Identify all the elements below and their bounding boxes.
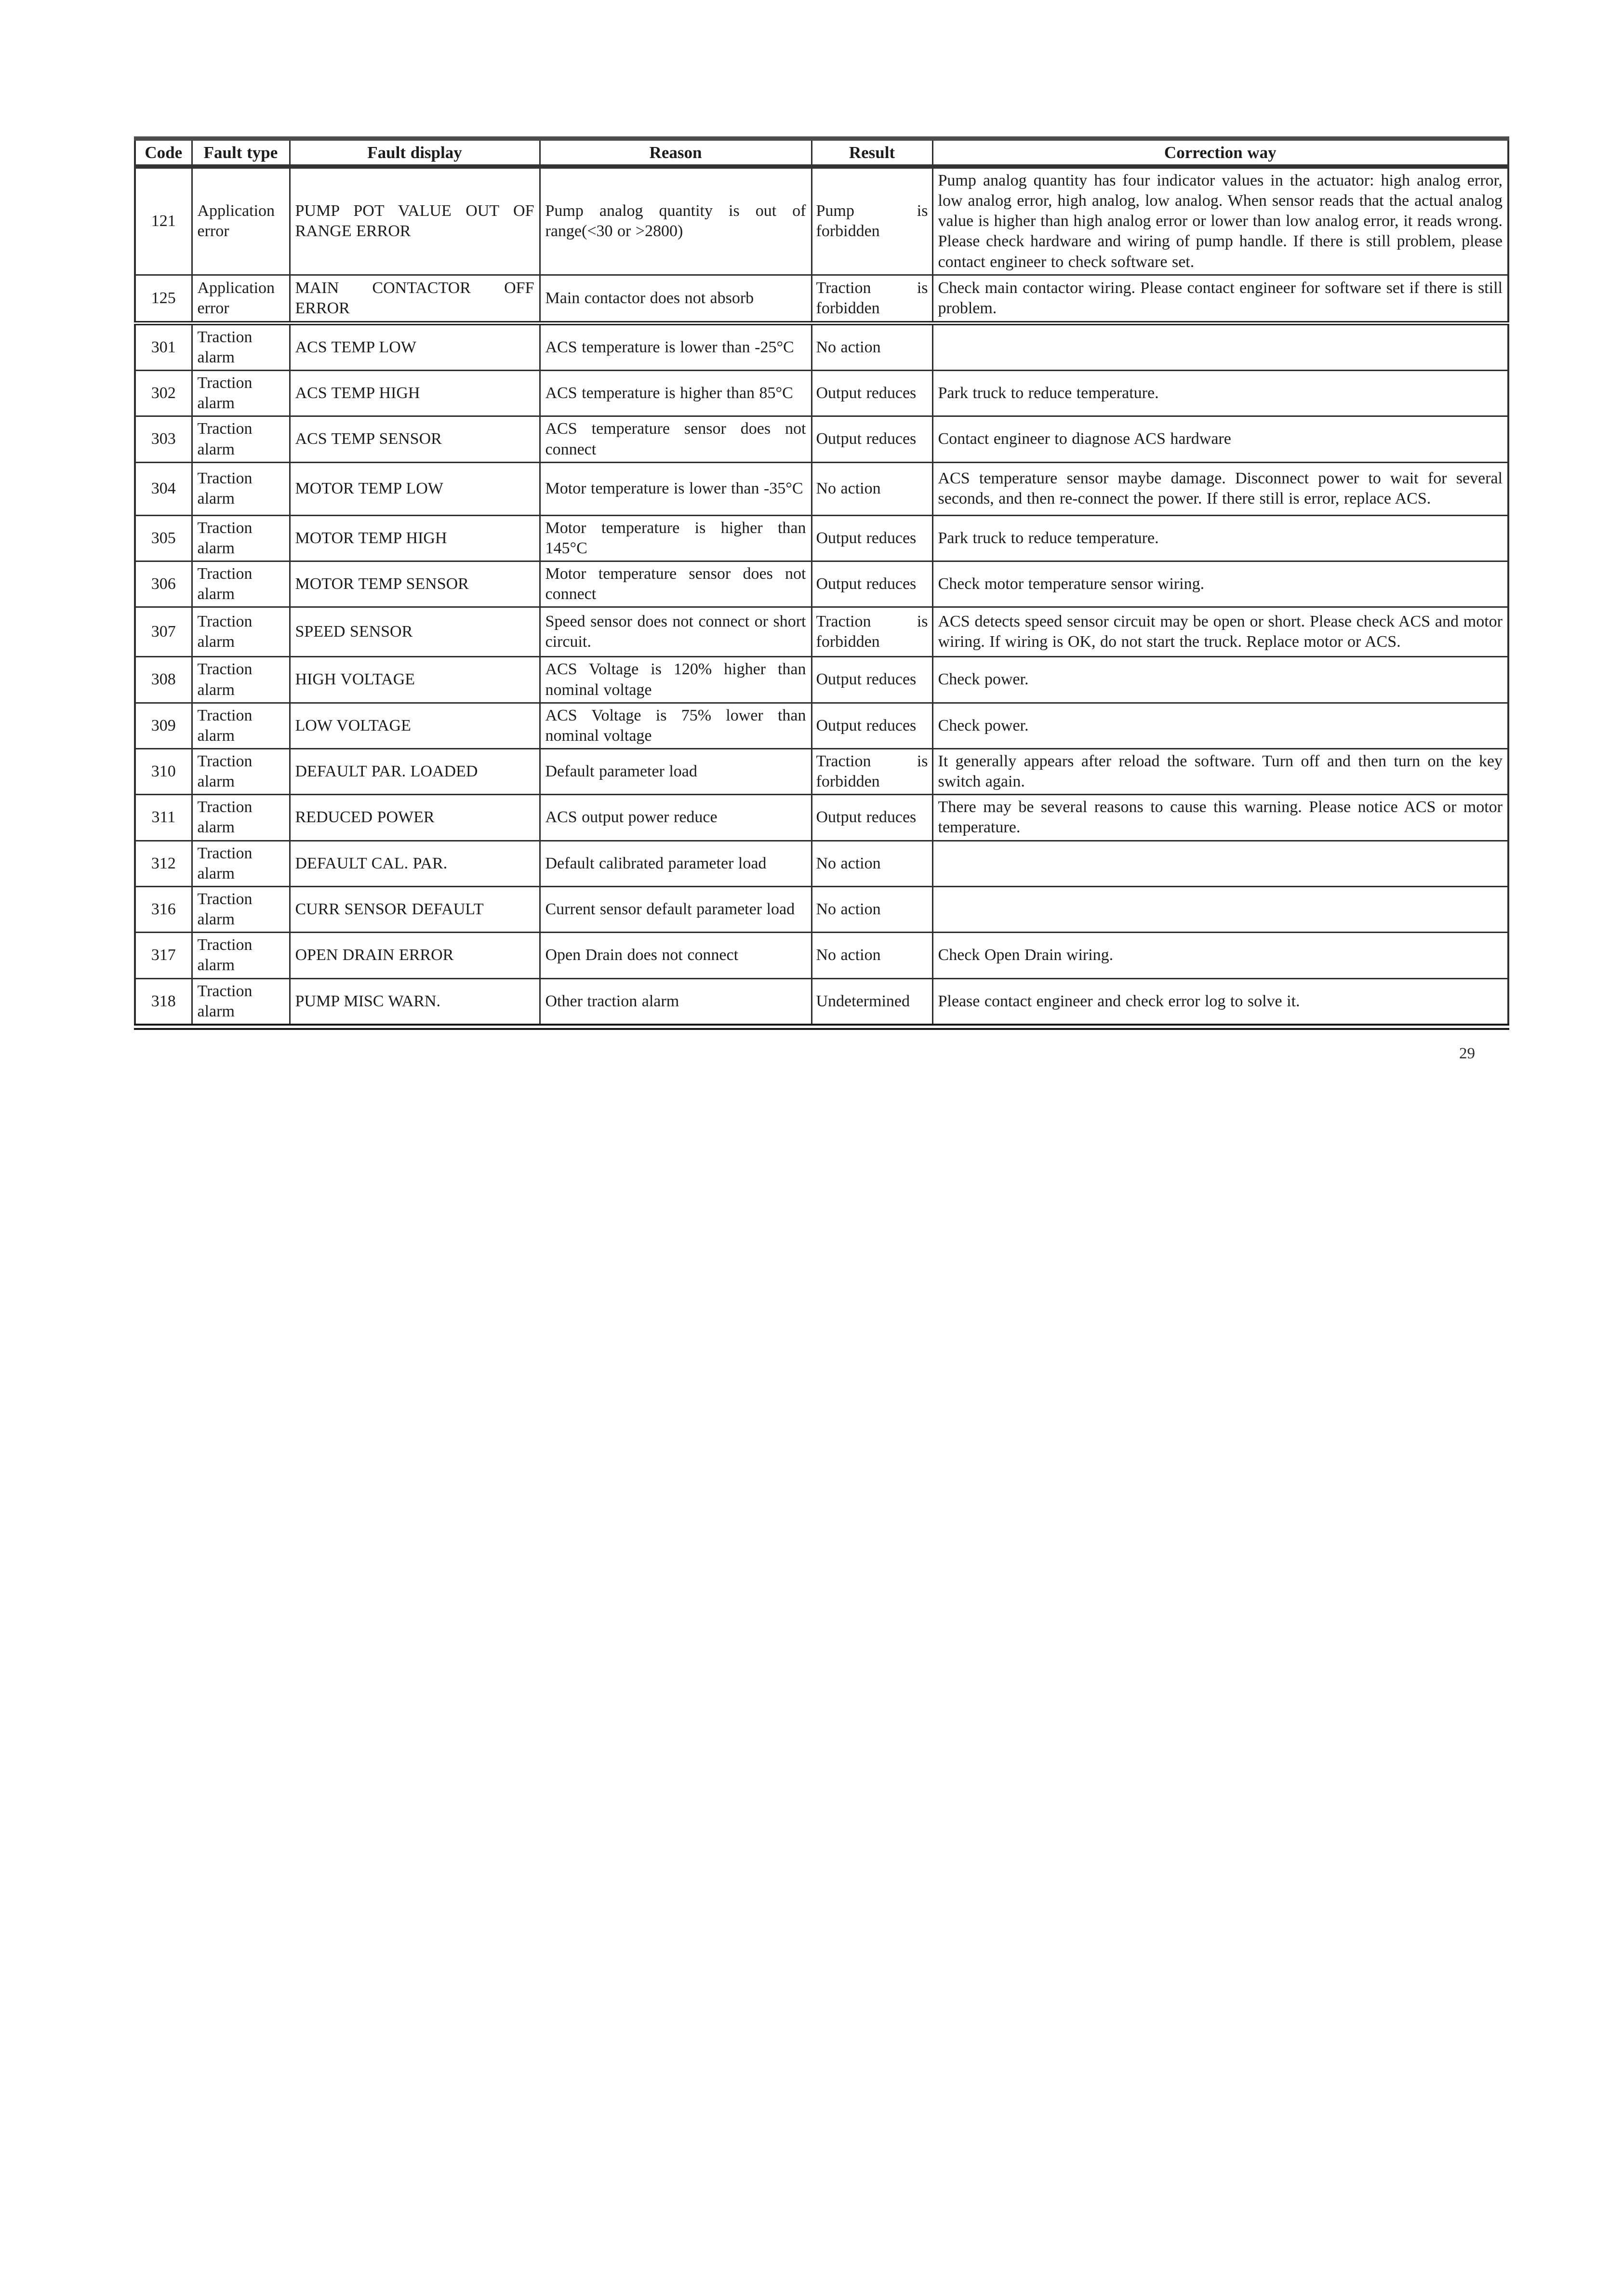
cell-correction-way: Pump analog quantity has four indicator values in the actuator: high analog error, low analog error, high analog, low analog. When sensor reads that the actual analog value is higher than high analog error or lower than low analog error, it reads wrong. Please check hardware and wiring of pump handle. If there is still problem, please contact engineer to check software set. xyxy=(932,167,1508,275)
cell-correction-way: Please contact engineer and check error log to solve it. xyxy=(932,978,1508,1027)
cell-result: Output reduces xyxy=(812,795,932,841)
cell-reason: ACS output power reduce xyxy=(540,795,812,841)
cell-result: Traction is forbidden xyxy=(812,607,932,657)
cell-reason: ACS Voltage is 120% higher than nominal voltage xyxy=(540,657,812,703)
cell-reason: Motor temperature is higher than 145°C xyxy=(540,515,812,561)
cell-fault-display: MOTOR TEMP SENSOR xyxy=(290,561,540,607)
cell-result: No action xyxy=(812,462,932,515)
cell-result: Output reduces xyxy=(812,371,932,416)
cell-fault-type: Traction alarm xyxy=(192,416,290,462)
cell-code: 307 xyxy=(135,607,192,657)
cell-result: Output reduces xyxy=(812,515,932,561)
table-row xyxy=(135,561,1508,607)
cell-result: Undetermined xyxy=(812,978,932,1027)
cell-result: Output reduces xyxy=(812,657,932,703)
cell-result: Output reduces xyxy=(812,416,932,462)
cell-result: Output reduces xyxy=(812,703,932,748)
cell-fault-display: SPEED SENSOR xyxy=(290,607,540,657)
cell-fault-type: Traction alarm xyxy=(192,841,290,886)
cell-fault-display: MOTOR TEMP LOW xyxy=(290,462,540,515)
cell-code: 303 xyxy=(135,416,192,462)
cell-code: 316 xyxy=(135,886,192,932)
cell-fault-type: Traction alarm xyxy=(192,462,290,515)
cell-result: No action xyxy=(812,933,932,978)
table-row xyxy=(135,841,1508,886)
table-row xyxy=(135,323,1508,370)
cell-fault-display: ACS TEMP LOW xyxy=(290,323,540,370)
cell-fault-display: ACS TEMP HIGH xyxy=(290,371,540,416)
cell-code: 310 xyxy=(135,748,192,794)
cell-code: 308 xyxy=(135,657,192,703)
cell-reason: Default calibrated parameter load xyxy=(540,841,812,886)
cell-correction-way xyxy=(932,841,1508,886)
cell-fault-type: Traction alarm xyxy=(192,795,290,841)
cell-fault-type: Traction alarm xyxy=(192,978,290,1027)
header-reason: Reason xyxy=(540,139,812,167)
cell-correction-way: Check power. xyxy=(932,657,1508,703)
cell-code: 309 xyxy=(135,703,192,748)
table-row xyxy=(135,886,1508,932)
cell-code: 318 xyxy=(135,978,192,1027)
cell-fault-type: Application error xyxy=(192,275,290,323)
cell-reason: ACS temperature is lower than -25°C xyxy=(540,323,812,370)
cell-fault-type: Traction alarm xyxy=(192,371,290,416)
cell-result: No action xyxy=(812,323,932,370)
table-row xyxy=(135,703,1508,748)
cell-fault-display: REDUCED POWER xyxy=(290,795,540,841)
table-row xyxy=(135,933,1508,978)
cell-code: 302 xyxy=(135,371,192,416)
cell-reason: Motor temperature sensor does not connect xyxy=(540,561,812,607)
cell-correction-way: Check Open Drain wiring. xyxy=(932,933,1508,978)
cell-code: 317 xyxy=(135,933,192,978)
cell-fault-display: DEFAULT CAL. PAR. xyxy=(290,841,540,886)
cell-fault-display: HIGH VOLTAGE xyxy=(290,657,540,703)
cell-fault-display: MOTOR TEMP HIGH xyxy=(290,515,540,561)
cell-fault-type: Application error xyxy=(192,167,290,275)
cell-fault-display: LOW VOLTAGE xyxy=(290,703,540,748)
cell-fault-display: PUMP POT VALUE OUT OF RANGE ERROR xyxy=(290,167,540,275)
cell-correction-way: Check motor temperature sensor wiring. xyxy=(932,561,1508,607)
cell-code: 312 xyxy=(135,841,192,886)
cell-result: Traction is forbidden xyxy=(812,275,932,323)
cell-reason: ACS Voltage is 75% lower than nominal voltage xyxy=(540,703,812,748)
cell-code: 306 xyxy=(135,561,192,607)
cell-reason: ACS temperature is higher than 85°C xyxy=(540,371,812,416)
cell-fault-type: Traction alarm xyxy=(192,561,290,607)
cell-fault-type: Traction alarm xyxy=(192,657,290,703)
cell-correction-way: Contact engineer to diagnose ACS hardware xyxy=(932,416,1508,462)
cell-result: No action xyxy=(812,886,932,932)
cell-code: 301 xyxy=(135,323,192,370)
cell-fault-type: Traction alarm xyxy=(192,748,290,794)
cell-fault-display: PUMP MISC WARN. xyxy=(290,978,540,1027)
cell-fault-type: Traction alarm xyxy=(192,515,290,561)
table-row xyxy=(135,167,1508,275)
header-code: Code xyxy=(135,139,192,167)
table-row xyxy=(135,462,1508,515)
cell-fault-display: MAIN CONTACTOR OFF ERROR xyxy=(290,275,540,323)
header-fault-display: Fault display xyxy=(290,139,540,167)
fault-table-body xyxy=(135,167,1508,1027)
cell-code: 305 xyxy=(135,515,192,561)
cell-correction-way: Check power. xyxy=(932,703,1508,748)
cell-reason: Open Drain does not connect xyxy=(540,933,812,978)
cell-result: Pump is forbidden xyxy=(812,167,932,275)
cell-fault-type: Traction alarm xyxy=(192,703,290,748)
cell-reason: Other traction alarm xyxy=(540,978,812,1027)
cell-fault-type: Traction alarm xyxy=(192,933,290,978)
table-row xyxy=(135,978,1508,1027)
cell-code: 304 xyxy=(135,462,192,515)
table-row xyxy=(135,657,1508,703)
cell-reason: Speed sensor does not connect or short circuit. xyxy=(540,607,812,657)
table-row xyxy=(135,371,1508,416)
cell-code: 125 xyxy=(135,275,192,323)
cell-result: Output reduces xyxy=(812,561,932,607)
header-correction-way: Correction way xyxy=(932,139,1508,167)
table-row xyxy=(135,748,1508,794)
cell-correction-way xyxy=(932,323,1508,370)
cell-fault-display: ACS TEMP SENSOR xyxy=(290,416,540,462)
table-row xyxy=(135,515,1508,561)
header-fault-type: Fault type xyxy=(192,139,290,167)
cell-reason: Pump analog quantity is out of range(<30 or >2800) xyxy=(540,167,812,275)
cell-fault-type: Traction alarm xyxy=(192,886,290,932)
page-number: 29 xyxy=(1459,1045,1475,1062)
table-header-row xyxy=(135,139,1508,167)
cell-correction-way: Check main contactor wiring. Please contact engineer for software set if there is still problem. xyxy=(932,275,1508,323)
table-row xyxy=(135,607,1508,657)
cell-correction-way: ACS detects speed sensor circuit may be open or short. Please check ACS and motor wiring. If wiring is OK, do not start the truck. Replace motor or ACS. xyxy=(932,607,1508,657)
cell-reason: Default parameter load xyxy=(540,748,812,794)
table-row xyxy=(135,795,1508,841)
cell-correction-way: ACS temperature sensor maybe damage. Disconnect power to wait for several seconds, and then re-connect the power. If there still is error, replace ACS. xyxy=(932,462,1508,515)
fault-code-table xyxy=(134,136,1509,1030)
cell-correction-way: There may be several reasons to cause this warning. Please notice ACS or motor temperature. xyxy=(932,795,1508,841)
cell-correction-way: Park truck to reduce temperature. xyxy=(932,515,1508,561)
cell-fault-type: Traction alarm xyxy=(192,323,290,370)
cell-correction-way xyxy=(932,886,1508,932)
cell-reason: Motor temperature is lower than -35°C xyxy=(540,462,812,515)
cell-code: 121 xyxy=(135,167,192,275)
cell-reason: ACS temperature sensor does not connect xyxy=(540,416,812,462)
cell-fault-display: OPEN DRAIN ERROR xyxy=(290,933,540,978)
cell-reason: Current sensor default parameter load xyxy=(540,886,812,932)
cell-fault-type: Traction alarm xyxy=(192,607,290,657)
header-result: Result xyxy=(812,139,932,167)
table-row xyxy=(135,416,1508,462)
cell-result: Traction is forbidden xyxy=(812,748,932,794)
cell-correction-way: Park truck to reduce temperature. xyxy=(932,371,1508,416)
cell-reason: Main contactor does not absorb xyxy=(540,275,812,323)
cell-fault-display: DEFAULT PAR. LOADED xyxy=(290,748,540,794)
cell-result: No action xyxy=(812,841,932,886)
cell-correction-way: It generally appears after reload the software. Turn off and then turn on the key switch again. xyxy=(932,748,1508,794)
cell-fault-display: CURR SENSOR DEFAULT xyxy=(290,886,540,932)
table-row xyxy=(135,275,1508,323)
cell-code: 311 xyxy=(135,795,192,841)
